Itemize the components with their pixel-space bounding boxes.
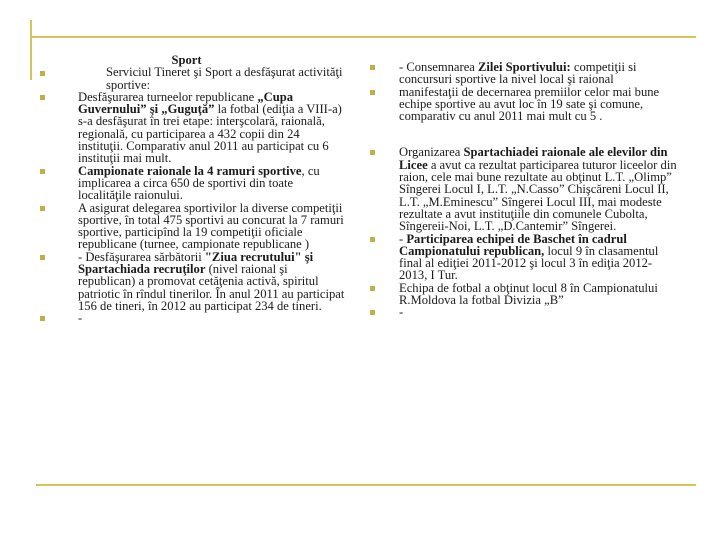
square-bullet-icon xyxy=(370,286,375,291)
list-item xyxy=(370,61,680,86)
list-item-text: - Desfăşurarea sărbătorii "Ziua recrutului" şi Spartachiada recruţilor (nivel raional şi republican) a promovat cetăţenia activă, spiritul patriotic în rîndul tinerilor. În anul 2011 au participat 156 de tineri, în 2012 au participat 234 de tineri. xyxy=(78,249,345,313)
list-item xyxy=(40,251,345,312)
list-item xyxy=(40,312,345,324)
square-bullet-icon xyxy=(370,237,375,242)
section-title: Sport xyxy=(171,53,202,67)
list-item-text: manifestaţii de decernarea premiilor celor mai bune echipe sportive au avut loc în 19 sate şi comune, comparativ cu anul 2011 mai mult cu 5 . xyxy=(399,84,660,124)
list-item-text: - xyxy=(399,305,404,320)
bottom-divider-line xyxy=(36,484,696,486)
square-bullet-icon xyxy=(40,255,45,260)
square-bullet-icon xyxy=(40,206,45,211)
list-item-text: Serviciul Tineret şi Sport a desfăşurat activităţi sportive: xyxy=(106,65,343,92)
list-item xyxy=(370,146,680,232)
list-item xyxy=(370,86,680,123)
list-item-text: Organizarea Spartachiadei raionale ale elevilor din Licee a avut ca rezultat participarea tuturor liceelor din raion, cele mai bune rezultate au obţinut L.T. „Olimp” Sîngerei Locul I, L.T. „N.Casso” Chişcăreni Locul II, L.T. „M.Eminescu” Sîngerei Locul III, mai modeste rezultate a avut instituţiile din comunele Cubolta, Sîngereii-Noi, L.T. „D.Cantemir” Sîngerei. xyxy=(399,145,677,234)
list-item xyxy=(370,233,680,282)
list-item xyxy=(40,165,345,202)
list-item-text: Campionate raionale la 4 ramuri sportive, cu implicarea a circa 650 de sportivi din toate localităţile raionului. xyxy=(78,163,320,203)
list-item xyxy=(40,91,345,165)
list-item-text: A asigurat delegarea sportivilor la diverse competiţii sportive, în total 475 sportivi au concurat la 7 ramuri sportive, participînd la 19 competiţii oficiale republicane (turnee, campionate republicane ) xyxy=(78,200,344,252)
left-accent-line xyxy=(30,20,32,80)
square-bullet-icon xyxy=(370,65,375,70)
square-bullet-icon xyxy=(40,95,45,100)
list-item xyxy=(40,54,345,91)
square-bullet-icon xyxy=(40,169,45,174)
square-bullet-icon xyxy=(370,90,375,95)
square-bullet-icon xyxy=(40,316,45,321)
right-column xyxy=(370,61,680,319)
list-item xyxy=(370,282,680,307)
list-item-text: - xyxy=(78,311,83,326)
list-item xyxy=(370,306,680,318)
square-bullet-icon xyxy=(370,310,375,315)
square-bullet-icon xyxy=(40,71,45,76)
list-item xyxy=(40,202,345,251)
left-column xyxy=(40,54,345,325)
list-item-text: - Consemnarea Zilei Sportivului: competiţii si concursuri sportive la nivel local şi raional xyxy=(399,60,637,87)
square-bullet-icon xyxy=(370,150,375,155)
list-item-text: Desfăşurarea turneelor republicane „Cupa Guvernului” şi „Guguţă” la fotbal (ediţia a VIII-a) s-a desfăşurat în trei etape: interşcolară, raională, regională, cu participarea a 432 copii din 24 instituţii. Comparativ anul 2011 au participat cu 6 instituţii mai mult. xyxy=(78,89,342,166)
top-divider-line xyxy=(30,36,696,38)
list-item-text: - Participarea echipei de Baschet în cadrul Campionatului republican, locul 9 în clasamentul final al ediţiei 2011-2012 şi locul 3 în ediţia 2012-2013, I Tur. xyxy=(399,231,659,283)
list-item-text: Echipa de fotbal a obţinut locul 8 în Campionatului R.Moldova la fotbal Divizia „B” xyxy=(399,280,658,308)
